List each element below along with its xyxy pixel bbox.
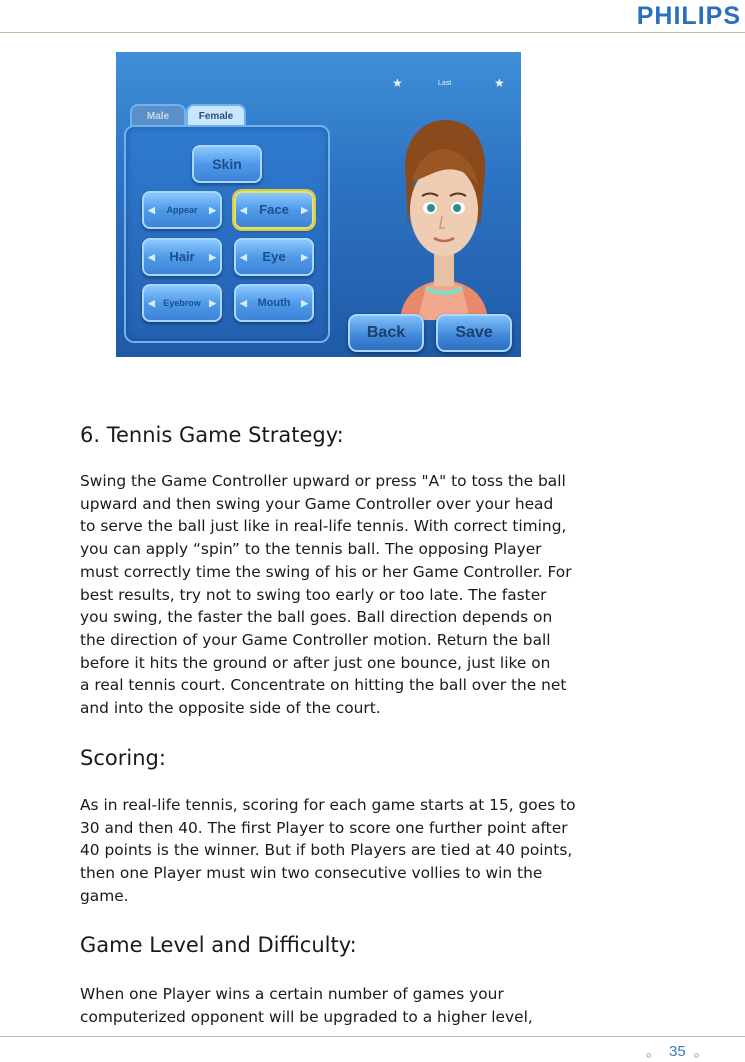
arrow-left-icon[interactable]: ◀ xyxy=(148,252,155,262)
paragraph-line: you can apply “spin” to the tennis ball. The opposing Player xyxy=(80,540,542,559)
back-button[interactable]: Back xyxy=(348,314,424,352)
footer-dot-left: 。 xyxy=(646,1043,662,1060)
scoring-heading: Scoring: xyxy=(80,746,166,770)
paragraph-line: a real tennis court. Concentrate on hitting the ball over the net xyxy=(80,676,567,695)
paragraph-line: 40 points is the winner. But if both Players are tied at 40 points, xyxy=(80,841,573,860)
hair-button[interactable]: ◀ Hair ▶ xyxy=(142,238,222,276)
paragraph-line: Swing the Game Controller upward or press "A" to toss the ball xyxy=(80,472,566,490)
header-divider xyxy=(0,32,745,33)
face-button[interactable]: ◀ Face ▶ xyxy=(234,191,314,229)
iris-icon xyxy=(453,204,461,212)
page-number-value: 35 xyxy=(669,1043,686,1060)
arrow-right-icon[interactable]: ▶ xyxy=(209,205,216,215)
arrow-right-icon[interactable]: ▶ xyxy=(301,252,308,262)
eye-button[interactable]: ◀ Eye ▶ xyxy=(234,238,314,276)
arrow-right-icon[interactable]: ▶ xyxy=(301,205,308,215)
avatar-customizer-screenshot xyxy=(116,52,521,357)
tab-female[interactable]: Female xyxy=(186,104,246,128)
footer-divider xyxy=(0,1036,745,1037)
paragraph-line: must correctly time the swing of his or her Game Controller. For xyxy=(80,562,572,581)
avatar-preview xyxy=(388,120,500,320)
arrow-left-icon[interactable]: ◀ xyxy=(240,298,247,308)
paragraph-line: game. xyxy=(80,886,129,905)
footer-dot-right: 。 xyxy=(693,1043,709,1060)
arrow-right-icon[interactable]: ▶ xyxy=(301,298,308,308)
paragraph-line: upward and then swing your Game Controller over your head xyxy=(80,494,554,513)
skin-button[interactable]: Skin xyxy=(192,145,262,183)
arrow-right-icon[interactable]: ▶ xyxy=(209,252,216,262)
paragraph-line: to serve the ball just like in real-life tennis. With correct timing, xyxy=(80,517,567,536)
paragraph-line: and into the opposite side of the court. xyxy=(80,699,381,718)
arrow-left-icon[interactable]: ◀ xyxy=(148,205,155,215)
tab-male[interactable]: Male xyxy=(130,104,186,128)
arrow-right-icon[interactable]: ▶ xyxy=(209,298,216,308)
paragraph-line: then one Player must win two consecutive vollies to win the xyxy=(80,864,543,883)
appearance-button[interactable]: ◀ Appear ▶ xyxy=(142,191,222,229)
iris-icon xyxy=(427,204,435,212)
arrow-left-icon[interactable]: ◀ xyxy=(240,205,247,215)
screenshot-top-bar xyxy=(116,52,521,98)
save-button[interactable]: Save xyxy=(436,314,512,352)
scoring-paragraph xyxy=(80,794,576,908)
arrow-left-icon[interactable]: ◀ xyxy=(148,298,155,308)
paragraph-line: 30 and then 40. The first Player to score one further point after xyxy=(80,818,568,837)
star-icon: ★ xyxy=(392,76,403,90)
paragraph-line: before it hits the ground or after just one bounce, just like on xyxy=(80,653,551,672)
last-label: Last xyxy=(438,80,452,87)
level-difficulty-heading: Game Level and Difficulty: xyxy=(80,933,357,957)
page-number xyxy=(638,1040,717,1061)
paragraph-line: When one Player wins a certain number of games your xyxy=(80,985,504,1003)
strategy-heading: 6. Tennis Game Strategy: xyxy=(80,423,344,447)
paragraph-line: best results, try not to swing too early or too late. The faster xyxy=(80,585,547,604)
paragraph-line: computerized opponent will be upgraded to a higher level, xyxy=(80,1007,533,1026)
philips-logo: PHILIPS xyxy=(636,2,741,30)
arrow-left-icon[interactable]: ◀ xyxy=(240,252,247,262)
paragraph-line: you swing, the faster the ball goes. Ball direction depends on xyxy=(80,608,553,627)
paragraph-line: As in real-life tennis, scoring for each game starts at 15, goes to xyxy=(80,796,576,814)
level-difficulty-paragraph xyxy=(80,983,533,1028)
star-icon: ★ xyxy=(494,76,505,90)
paragraph-line: the direction of your Game Controller motion. Return the ball xyxy=(80,630,551,649)
eyebrow-button[interactable]: ◀ Eyebrow ▶ xyxy=(142,284,222,322)
strategy-paragraph xyxy=(80,470,572,720)
mouth-button[interactable]: ◀ Mouth ▶ xyxy=(234,284,314,322)
